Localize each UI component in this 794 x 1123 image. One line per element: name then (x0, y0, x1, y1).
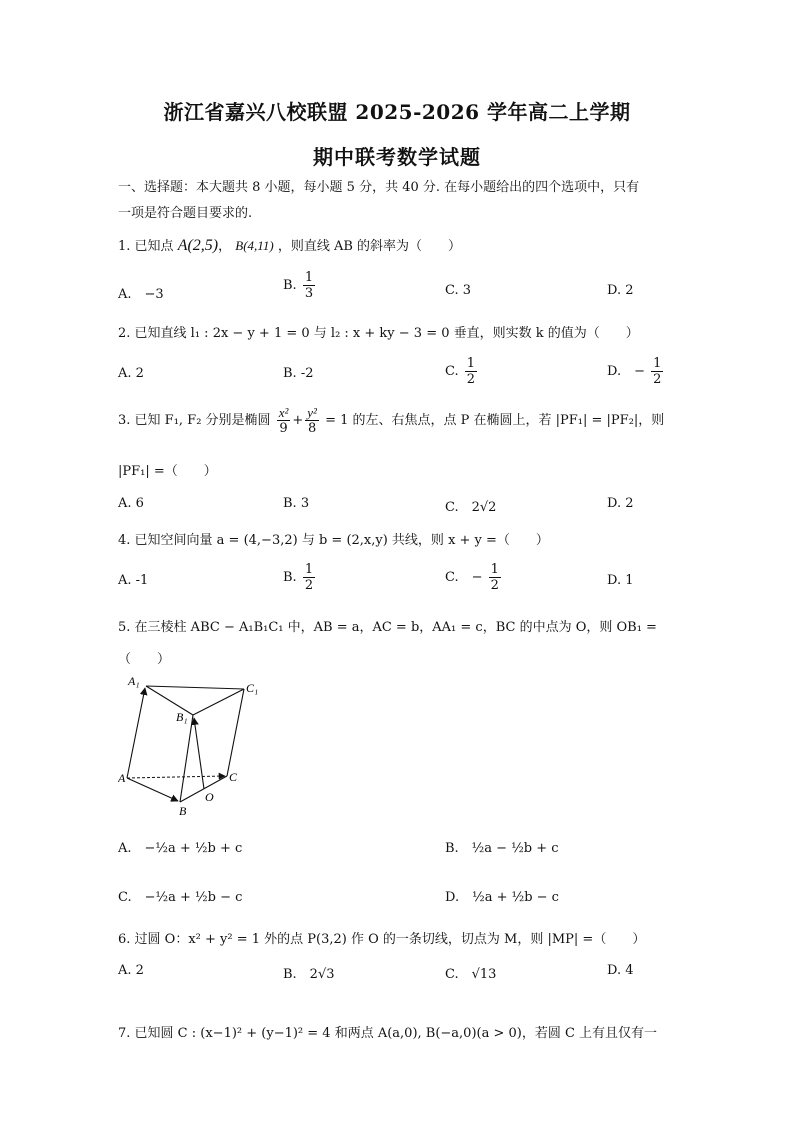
numerator: 1 (653, 356, 662, 371)
exam-title-line2: 期中联考数学试题 (313, 145, 481, 169)
option-label: B. (283, 570, 297, 585)
question-1: 1. 已知点 A(2,5)， B(4,11) ，则直线 AB 的斜率为（ ） (118, 237, 462, 254)
point-a: A(2,5) (177, 237, 219, 254)
question-7 (118, 1022, 657, 1041)
q1-option-c[interactable]: C. 3 (445, 283, 472, 298)
denominator: 2 (653, 372, 662, 387)
q3-option-a[interactable]: A. 6 (118, 496, 144, 511)
question-text: 过圆 O：x² + y² = 1 外的点 P(3,2) 作 O 的一条切线，切点为 M，则 |MP| =（ ） (134, 932, 646, 947)
label-b1: B₁ (176, 710, 188, 724)
question-text: 已知空间向量 a = (4,−3,2) 与 b = (2,x,y) 共线，则 x + y =（ ） (134, 533, 549, 548)
question-text: 已知点 (134, 239, 174, 254)
question-number: 6. (118, 932, 131, 947)
denominator: 3 (304, 286, 314, 301)
prism-figure (118, 672, 278, 822)
question-number: 1. (118, 239, 131, 254)
q4-option-b[interactable] (283, 562, 317, 593)
label-c1: C₁ (246, 681, 259, 695)
q3-option-b[interactable]: B. 3 (283, 496, 310, 511)
q6-option-d[interactable]: D. 4 (607, 963, 634, 978)
question-5 (118, 616, 657, 635)
numerator: x² (278, 405, 289, 420)
q5-option-c[interactable]: C. −½a + ½b − c (118, 890, 243, 905)
vector-a-c (127, 776, 225, 778)
numerator: 1 (304, 562, 314, 577)
vector-o-b1 (194, 718, 204, 789)
q3-option-c[interactable]: C. 2√2 (445, 500, 497, 515)
question-number: 5. (118, 620, 131, 635)
question-number: 7. (118, 1026, 131, 1041)
fraction (303, 562, 315, 593)
q3-option-d[interactable]: D. 2 (607, 496, 634, 511)
q6-option-a[interactable]: A. 2 (118, 963, 144, 978)
question-text: 已知直线 l₁ : 2x − y + 1 = 0 与 l₂ : x + ky − 3 = 0 垂直，则实数 k 的值为（ ） (134, 326, 639, 341)
numerator: y² (307, 405, 317, 420)
option-label: D. − (607, 364, 645, 379)
option-label: C. − (445, 570, 483, 585)
edge-c-c1 (227, 689, 244, 776)
fraction (303, 270, 315, 301)
question-5-line2: （ ） (118, 652, 171, 667)
q6-option-c[interactable]: C. √13 (445, 967, 497, 982)
denominator: 9 (279, 421, 288, 436)
question-3: 3. 已知 F₁, F₂ 分别是椭圆 $\frac{\text{x²}}{9}$ + $\frac{\text{y²}}{8}$ = 1 的左、右焦点，点 P 在椭圆上，若 |PF₁| = |PF₂|，则 (118, 405, 665, 436)
section-intro-line1: 一、选择题：本大题共 8 小题，每小题 5 分，共 40 分. 在每小题给出的四个选项中，只有 (118, 180, 640, 195)
question-number: 2. (118, 326, 131, 341)
q5-option-b[interactable]: B. ½a − ½b + c (445, 841, 559, 856)
fraction (651, 356, 663, 387)
q2-option-a[interactable]: A. 2 (118, 366, 144, 381)
q6-option-b[interactable]: B. 2√3 (283, 967, 335, 982)
vector-a-b (127, 778, 178, 801)
ellipse-x-term (277, 405, 291, 436)
question-2 (118, 322, 639, 341)
section-intro (118, 175, 678, 227)
option-label: C. (445, 364, 459, 379)
q1-option-a[interactable]: A. −3 (118, 287, 164, 302)
label-o: O (205, 790, 214, 804)
question-text: 在三棱柱 ABC − A₁B₁C₁ 中，AB = a，AC = b，AA₁ = c，BC 的中点为 O，则 OB₁ = (134, 620, 657, 635)
q1-option-d[interactable]: D. 2 (607, 283, 634, 298)
label-a1: A₁ (128, 674, 140, 688)
question-6 (118, 928, 645, 947)
label-a: A (118, 771, 126, 785)
option-label: B. (283, 278, 297, 293)
q5-option-d[interactable]: D. ½a + ½b − c (445, 890, 559, 905)
q4-option-d[interactable]: D. 1 (607, 573, 634, 588)
question-number: 4. (118, 533, 131, 548)
fraction (489, 562, 501, 593)
edge-b1-c1 (193, 689, 244, 715)
vector-a-a1 (127, 688, 145, 778)
denominator: 2 (466, 372, 476, 387)
q1-option-b[interactable] (283, 270, 317, 301)
q4-option-a[interactable]: A. -1 (118, 573, 149, 588)
numerator: 1 (304, 270, 314, 285)
denominator: 8 (307, 421, 317, 436)
question-text: 已知圆 C : (x−1)² + (y−1)² = 4 和两点 A(a,0), B(−a,0)(a > 0)，若圆 C 上有且仅有一 (134, 1026, 658, 1041)
ellipse-y-term (305, 405, 319, 436)
edge-a1-c1 (146, 686, 244, 689)
numerator: 1 (490, 562, 499, 577)
label-c: C (229, 770, 238, 784)
point-b: B(4,11) (235, 238, 274, 253)
q5-option-a[interactable]: A. −½a + ½b + c (118, 841, 243, 856)
fraction (465, 356, 477, 387)
edge-b-b1 (180, 715, 193, 802)
question-3-line2: |PF₁| =（ ） (118, 464, 217, 479)
question-text-end: ，则直线 AB 的斜率为（ ） (277, 239, 462, 254)
q2-option-c[interactable] (445, 356, 479, 387)
q2-option-b[interactable]: B. -2 (283, 366, 314, 381)
q4-option-c[interactable] (445, 562, 503, 593)
question-text: 已知 F₁, F₂ 分别是椭圆 (134, 413, 271, 428)
question-text-end: = 1 的左、右焦点，点 P 在椭圆上，若 |PF₁| = |PF₂|，则 (325, 413, 665, 428)
denominator: 2 (304, 578, 314, 593)
question-4 (118, 529, 549, 548)
exam-title-line1: 浙江省嘉兴八校联盟 2025-2026 学年高二上学期 (163, 100, 631, 124)
denominator: 2 (490, 578, 499, 593)
question-number: 3. (118, 413, 131, 428)
numerator: 1 (466, 356, 476, 371)
label-b: B (179, 804, 187, 818)
section-intro-line2: 一项是符合题目要求的. (118, 206, 253, 221)
q2-option-d[interactable] (607, 356, 665, 387)
